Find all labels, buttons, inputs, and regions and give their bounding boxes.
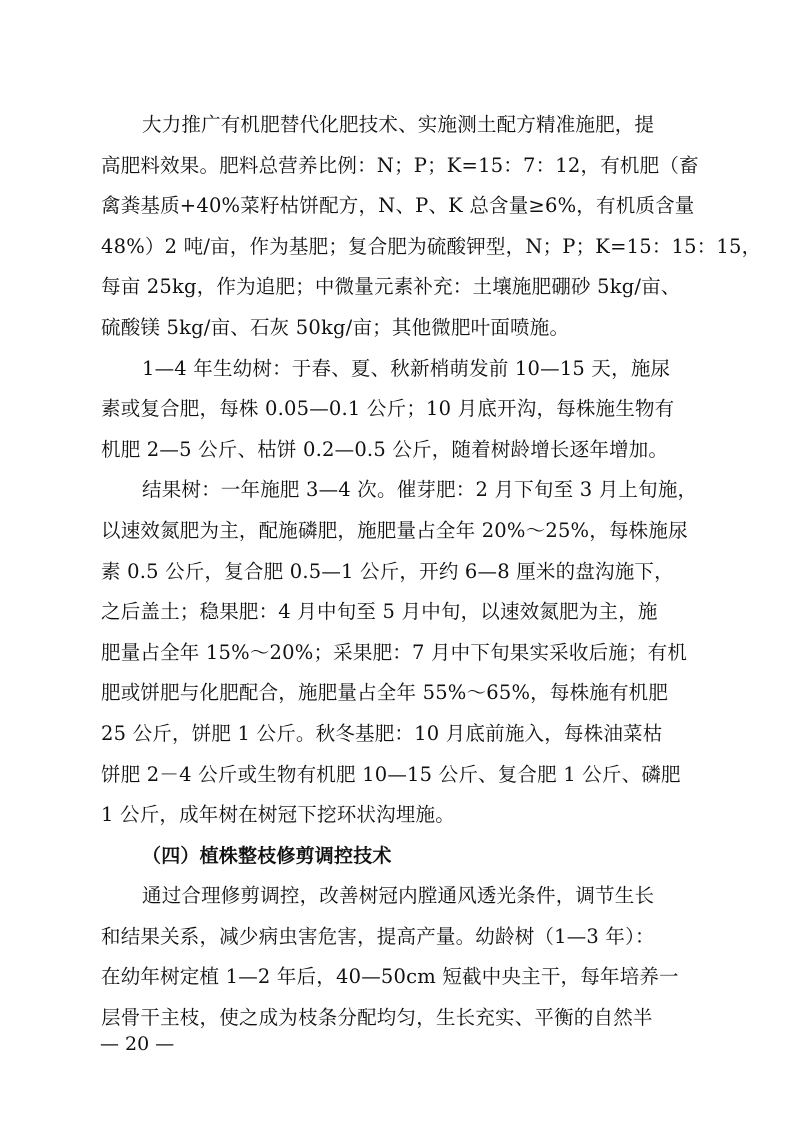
text-line: 和结果关系，减少病虫害危害，提高产量。幼龄树（1—3 年）： xyxy=(101,924,655,948)
text-line: 素或复合肥，每株 0.05—0.1 公斤；10 月底开沟，每株施生物有 xyxy=(101,397,675,421)
text-line: 禽粪基质+40%菜籽枯饼配方，N、P、K 总含量≥6%，有机质含量 xyxy=(101,194,695,218)
paragraph-fruiting-trees xyxy=(101,470,698,835)
text-line: 通过合理修剪调控，改善树冠内膛通风透光条件，调节生长 xyxy=(142,884,655,908)
text-line: 大力推广有机肥替代化肥技术、实施测土配方精准施肥，提 xyxy=(142,113,655,136)
text-line: 每亩 25kg，作为追肥；中微量元素补充：土壤施肥硼砂 5kg/亩、 xyxy=(101,275,681,299)
page-number: — 20 — xyxy=(100,1033,175,1055)
text-line: 肥或饼肥与化肥配合，施肥量占全年 55%～65%，每株施有机肥 xyxy=(101,681,669,705)
text-line: 1 公斤，成年树在树冠下挖环状沟埋施。 xyxy=(101,803,455,827)
text-line: 机肥 2—5 公斤、枯饼 0.2—0.5 公斤，随着树龄增长逐年增加。 xyxy=(101,437,669,461)
text-line: 25 公斤，饼肥 1 公斤。秋冬基肥：10 月底前施入，每株油菜枯 xyxy=(101,721,663,745)
text-line: 48%）2 吨/亩，作为基肥；复合肥为硫酸钾型，N；P；K=15：15：15， xyxy=(101,234,762,258)
text-line: 肥量占全年 15%～20%；采果肥：7 月中下旬果实采收后施；有机 xyxy=(101,640,688,664)
text-line: 以速效氮肥为主，配施磷肥，施肥量占全年 20%～25%，每株施尿 xyxy=(101,518,688,542)
paragraph-young-trees xyxy=(101,349,693,471)
text-line: 在幼年树定植 1—2 年后，40—50cm 短截中央主干，每年培养一 xyxy=(101,965,679,989)
text-line: 结果树：一年施肥 3—4 次。催芽肥：2 月下旬至 3 月上旬施， xyxy=(142,478,698,502)
text-line: 层骨干主枝，使之成为枝条分配均匀，生长充实、平衡的自然半 xyxy=(101,1006,653,1030)
body-text xyxy=(101,105,762,1039)
paragraph-fertilizer-substitution xyxy=(101,105,762,349)
text-line: 硫酸镁 5kg/亩、石灰 50kg/亩；其他微肥叶面喷施。 xyxy=(101,315,570,339)
text-line: 之后盖土；稳果肥：4 月中旬至 5 月中旬，以速效氮肥为主，施 xyxy=(101,600,658,624)
text-line: 高肥料效果。肥料总营养比例：N；P；K=15：7：12，有机肥（畜 xyxy=(101,153,699,177)
paragraph-pruning xyxy=(101,876,693,1038)
section-heading: （四）植株整枝修剪调控技术 xyxy=(142,844,392,867)
text-line: 素 0.5 公斤，复合肥 0.5—1 公斤，开约 6—8 厘米的盘沟施下， xyxy=(101,559,674,583)
text-line: 饼肥 2－4 公斤或生物有机肥 10—15 公斤、复合肥 1 公斤、磷肥 xyxy=(101,762,681,786)
text-line: 1—4 年生幼树：于春、夏、秋新梢萌发前 10—15 天，施尿 xyxy=(142,356,671,380)
